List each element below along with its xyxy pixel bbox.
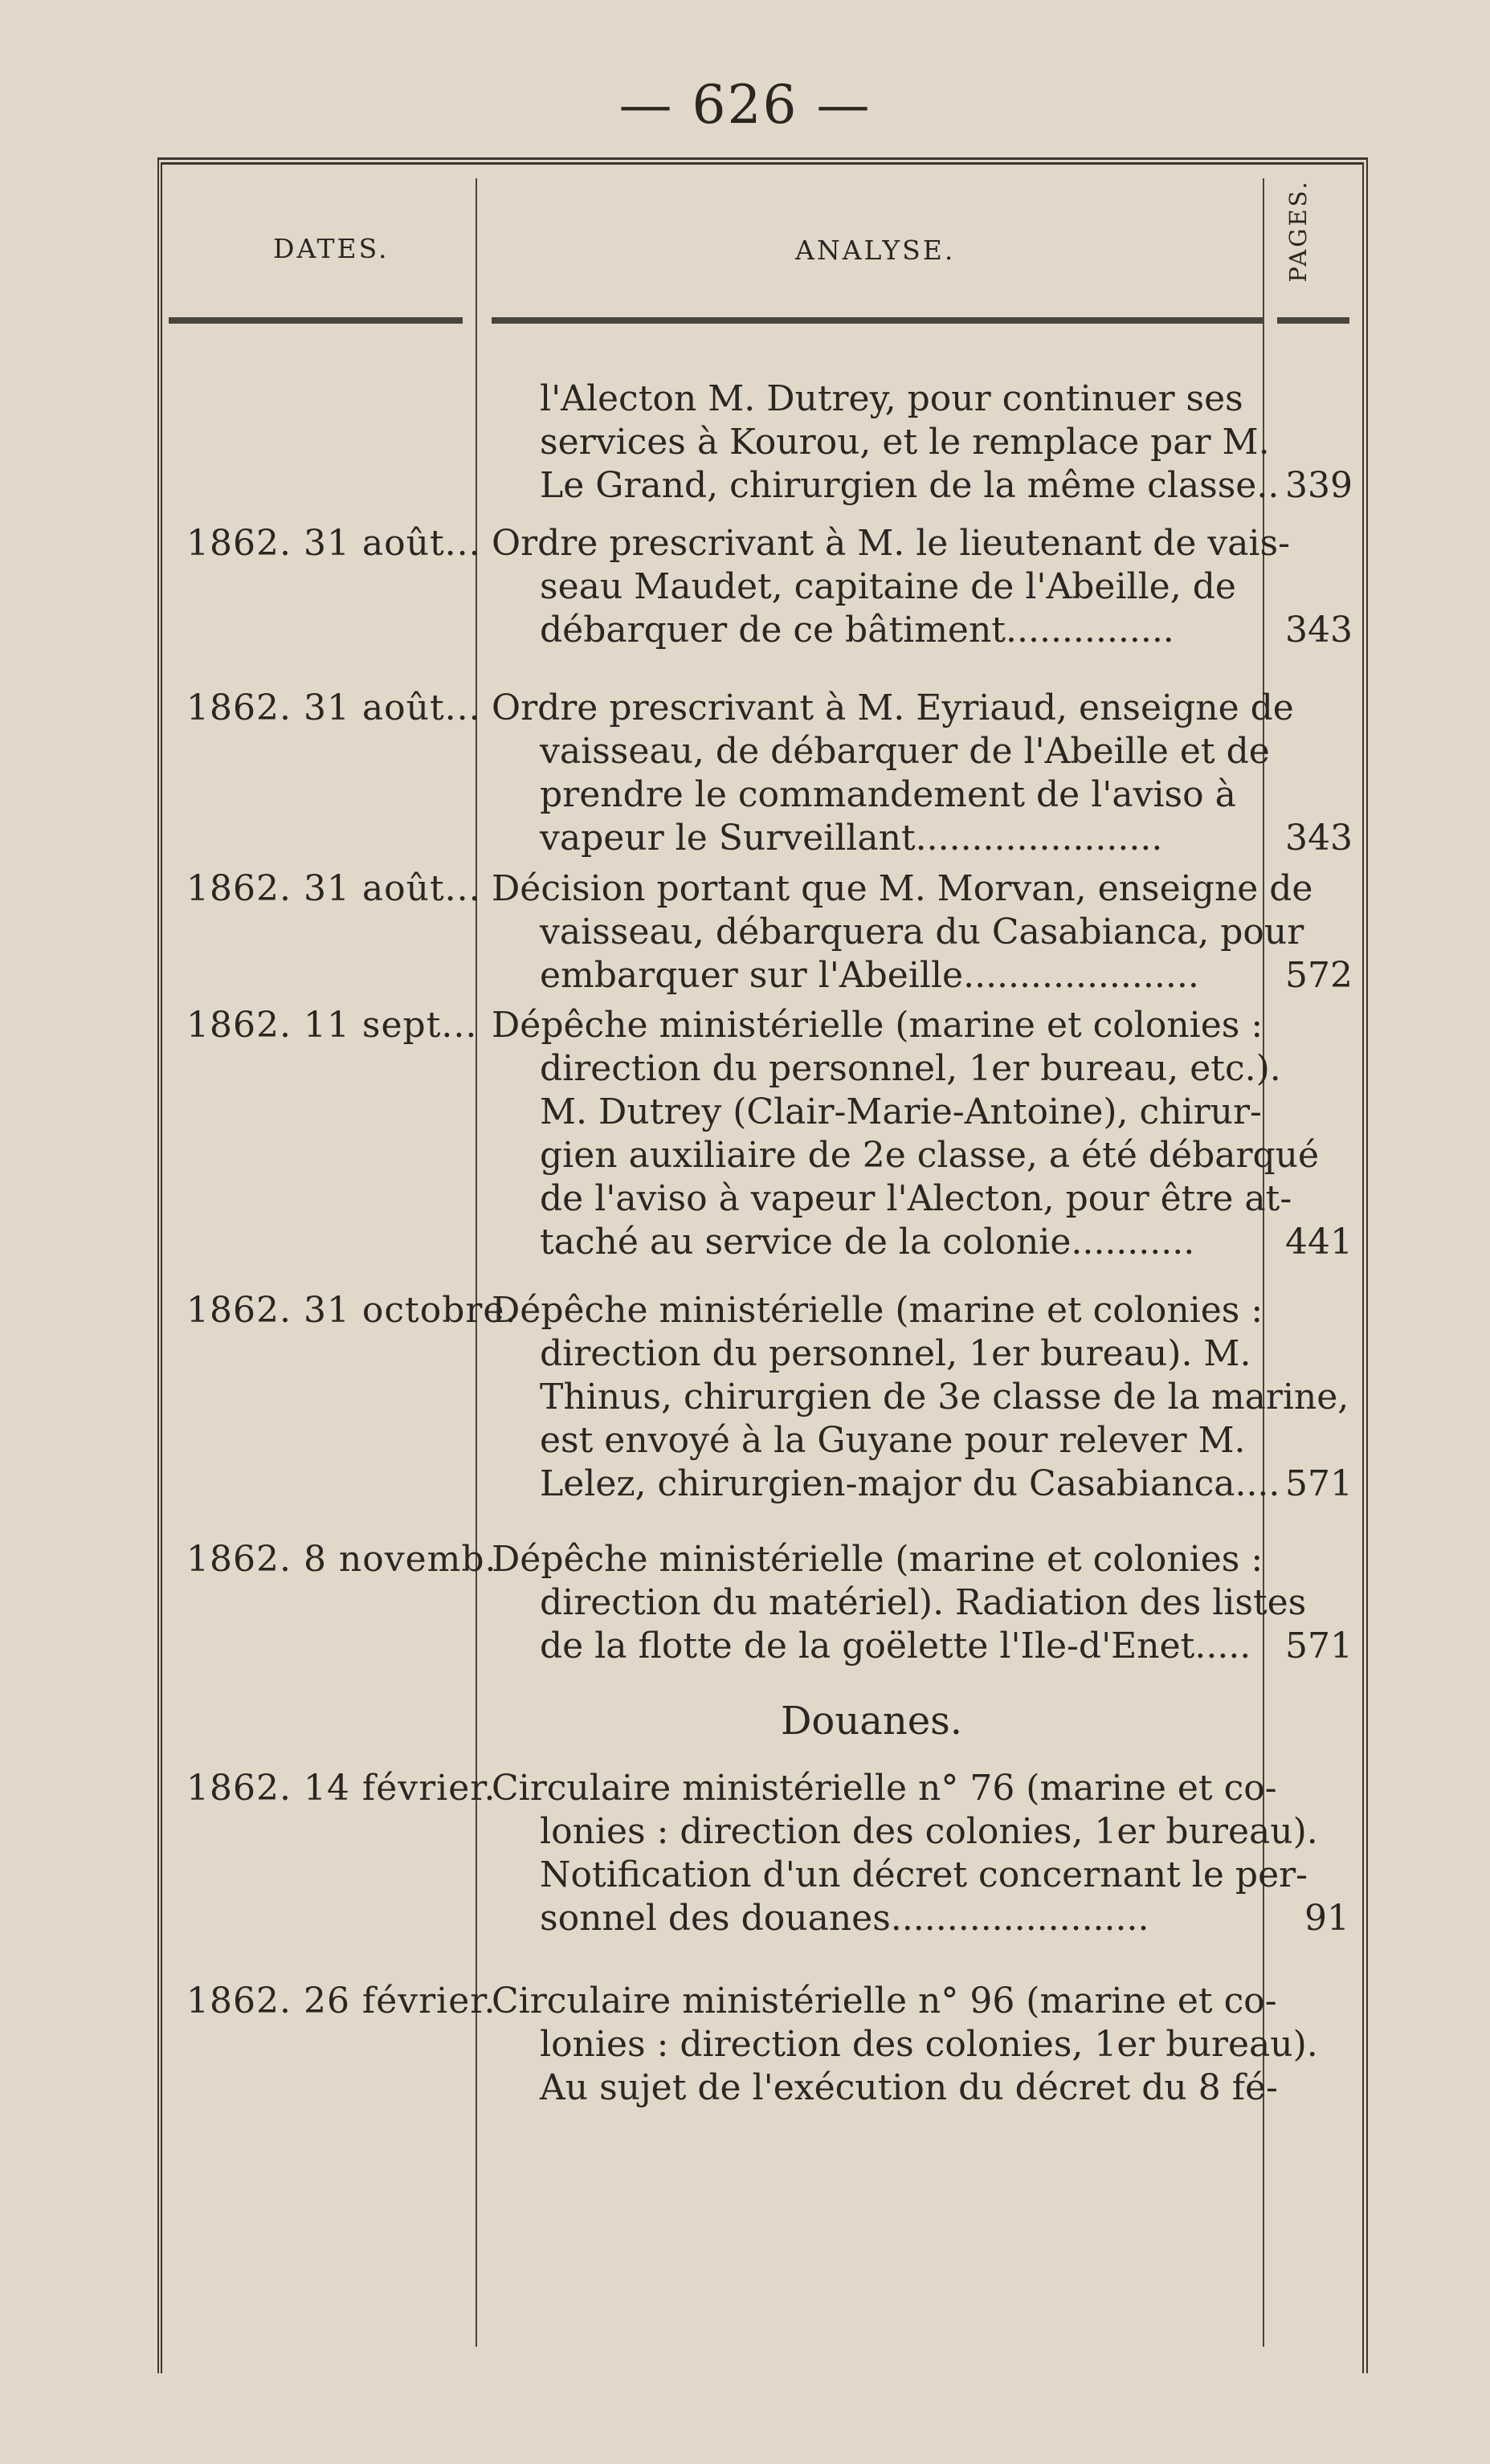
entry-page: 441 [1285,1222,1353,1263]
entry-page: 343 [1285,818,1353,859]
entry-line: Circulaire ministérielle n° 96 (marine et co- [492,1981,1277,2021]
entry-page: 339 [1285,465,1353,506]
entry-analysis [492,1767,1415,1940]
entry-line: Décision portant que M. Morvan, enseigne de [492,868,1313,909]
entry-analysis [492,377,1415,508]
entry-line: Dépêche ministérielle (marine et colonies : [492,1539,1263,1580]
entry-date: 1862. 8 novemb. [186,1539,497,1580]
entry-line: Thinus, chirurgien de 3e classe de la marine, [540,1377,1349,1418]
entry-line: Ordre prescrivant à M. Eyriaud, enseigne de [492,687,1294,728]
entry-line: Ordre prescrivant à M. le lieutenant de vais- [492,523,1290,564]
entry-page: 343 [1285,610,1353,651]
page-number: — 626 — [618,74,872,136]
header-pages: PAGES. [1284,179,1312,283]
entry-line: seau Maudet, capitaine de l'Abeille, de [540,566,1236,607]
entry-line: Lelez, chirurgien-major du Casabianca.... [540,1463,1280,1504]
entry-line: lonies : direction des colonies, 1er bureau). [540,1811,1318,1852]
entry-date: 1862. 11 sept... [186,1005,478,1046]
entry-line: direction du matériel). Radiation des listes [540,1582,1307,1623]
entry-date: 1862. 14 février. [186,1768,496,1809]
entry-page: 571 [1285,1626,1353,1666]
entry-line: vaisseau, de débarquer de l'Abeille et de [540,731,1270,772]
entry-line: taché au service de la colonie........... [540,1222,1195,1263]
entry-line: sonnel des douanes....................... [540,1898,1149,1939]
entry-date: 1862. 31 août... [186,687,481,728]
entry-line: est envoyé à la Guyane pour relever M. [540,1420,1246,1461]
entry-analysis [492,1980,1415,2110]
entry-line: l'Alecton M. Dutrey, pour continuer ses [540,378,1243,419]
entry-page: 91 [1304,1898,1349,1939]
entry-analysis [492,522,1415,652]
entry-line: Notification d'un décret concernant le per- [540,1854,1308,1895]
entry-line: direction du personnel, 1er bureau). M. [540,1333,1251,1374]
section-title: Douanes. [780,1699,963,1744]
entry-analysis [492,1289,1415,1506]
entry-line: gien auxiliaire de 2e classe, a été débarqué [540,1135,1320,1176]
entry-line: de l'aviso à vapeur l'Alecton, pour être at- [540,1178,1292,1219]
entry-line: Dépêche ministérielle (marine et colonies : [492,1290,1263,1331]
entry-date: 1862. 31 août... [186,868,481,909]
entry-date: 1862. 31 août... [186,523,481,564]
entry-date: 1862. 31 octobre. [186,1290,517,1331]
header-dates: DATES. [273,233,390,264]
entry-line: de la flotte de la goëlette l'Ile-d'Enet..... [540,1626,1251,1666]
entry-analysis [492,687,1415,860]
entry-analysis [492,867,1415,997]
entry-line: débarquer de ce bâtiment............... [540,610,1174,651]
entry-line: Circulaire ministérielle n° 76 (marine et co- [492,1768,1277,1809]
entry-page: 572 [1285,955,1353,996]
entry-line: Dépêche ministérielle (marine et colonies : [492,1005,1263,1046]
entry-page: 571 [1285,1463,1353,1504]
header-rule-pages [1277,317,1349,324]
header-rule-dates [169,317,463,324]
entry-line: vaisseau, débarquera du Casabianca, pour [540,912,1304,953]
entry-line: services à Kourou, et le remplace par M. [540,422,1270,463]
header-analyse: ANALYSE. [795,235,956,266]
entry-line: vapeur le Surveillant...................... [540,818,1163,859]
entry-line: Le Grand, chirurgien de la même classe.. [540,465,1280,506]
entry-line: direction du personnel, 1er bureau, etc.). [540,1048,1281,1089]
header-rule-analyse [492,317,1263,324]
entry-line: Au sujet de l'exécution du décret du 8 fé- [540,2067,1278,2108]
entry-analysis [492,1004,1415,1264]
entry-line: lonies : direction des colonies, 1er bureau). [540,2024,1318,2065]
entry-line: embarquer sur l'Abeille..................... [540,955,1199,996]
entry-line: M. Dutrey (Clair-Marie-Antoine), chirur- [540,1091,1262,1132]
entry-line: prendre le commandement de l'aviso à [540,774,1236,815]
entry-analysis [492,1538,1415,1668]
entry-date: 1862. 26 février. [186,1981,496,2021]
